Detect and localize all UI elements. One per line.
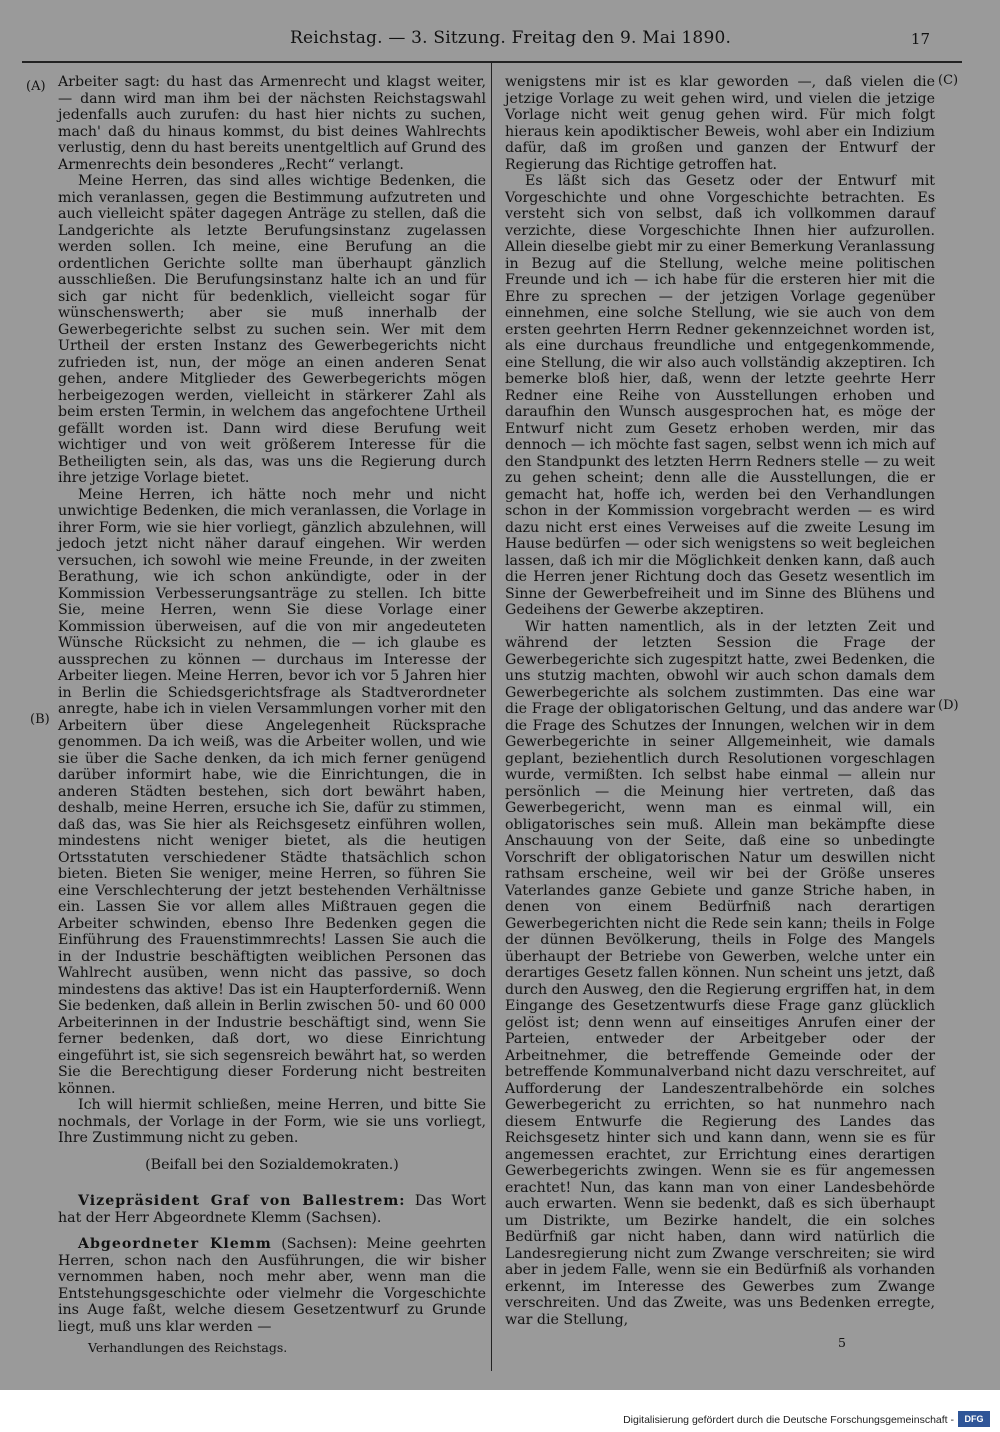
left-paragraph-5 [58,1193,486,1226]
right-column [505,74,935,1328]
credit-text: Digitalisierung gefördert durch die Deutsche Forschungsgemeinschaft - [623,1414,954,1426]
left-paragraph-6 [58,1236,486,1335]
right-paragraph-1: wenigstens mir ist es klar geworden —, daß vielen die jetzige Vorlage zu weit gehen wird, und vielen die jetzige Vorlage nicht weit genug gehen wird. Für mich folgt hieraus kein apodiktischer Beweis, wohl aber ein Indizium dafür, daß im großen und ganzen der Entwurf der Regierung das Richtige getroffen hat. [505,74,935,173]
speaker-klemm: Abgeordneter Klemm [78,1236,272,1252]
right-paragraph-3: Wir hatten namentlich, als in der letzten Zeit und während der letzten Session die Frage der Gewerbegerichte sich zugespitzt hatte, zwei Bedenken, die uns stutzig machten, obwohl wir auch schon damals dem Gewerbegerichte als solchem zustimmten. Das eine war die Frage der obligatorischen Geltung, und das andere war die Frage des Schutzes der Innungen, welchen wir in dem Gewerbegerichte in seiner Allgemeinheit, wie damals geplant, beziehentlich durch Resolutionen vorgeschlagen wurde, vermißten. Ich selbst habe einmal — allein nur persönlich — die Meinung hier vertreten, daß das Gewerbegericht, wenn man es einmal will, ein obligatorisches sein muß. Allein man bekämpfte diese Anschauung von der Seite, daß eine so unbedingte Vorschrift der obligatorischen Natur um deswillen nicht rathsam erscheine, weil wir bei der Größe unseres Vaterlandes ganze Gebiete und ganze Striche haben, in denen von einem Bedürfniß nach derartigen Gewerbegerichten nicht die Rede sein kann; theils in Folge der dünnen Bevölkerung, theils in Folge des Mangels überhaupt der Betriebe von Gewerben, welche unter ein derartiges Gesetz fallen können. Nun scheint uns jetzt, daß durch den Ausweg, den die Regierung ergriffen hat, in dem Eingange des Gesetzentwurfs diese Frage ganz glücklich gelöst ist; denn wenn auf einseitiges Anrufen einer der Parteien, entweder der Arbeitgeber oder der Arbeitnehmer, die betreffende Gemeinde oder der betreffende Kommunalverband nicht dazu verschreitet, auf Aufforderung der Landeszentralbehörde ein solches Gewerbegericht zu errichten, so hat nunmehro nach diesem Entwurfe die Regierung des Landes das Reichsgesetz hinter sich und kann dann, wenn sie es für angemessen erachtet, zur Errichtung eines derartigen Gewerbegerichts zwingen. Wenn sie es für angemessen erachtet! Nun, das kann man von einer Landesbehörde auch erwarten. Wenn sie bedenkt, daß es sich überhaupt um Distrikte, um Bezirke handelt, die ein solches Bedürfniß gar nicht haben, dann wird natürlich die Landesregierung nicht zum Zwange verschreiten; sie wird aber in jedem Falle, wenn sie ein Bedürfniß als vorhanden erkennt, im Interesse des Gewerbes zum Zwange verschreiten. Und das Zweite, was uns Bedenken erregte, war die Stellung, [505,618,935,1328]
footer-signature: 5 [838,1335,846,1350]
margin-mark-b: (B) [30,712,50,727]
left-column [58,74,486,1335]
left-paragraph-3: Meine Herren, ich hätte noch mehr und nicht unwichtige Bedenken, die mich veranlassen, die Vorlage in ihrer Form, wie sie hier vorliegt, gänzlich abzulehnen, will jedoch jetzt nicht näher darauf eingehen. Wir werden versuchen, ich sowohl wie meine Freunde, in der zweiten Berathung, wie ich schon ankündigte, oder in der Kommission Verbesserungsanträge zu stellen. Ich bitte Sie, meine Herren, wenn Sie diese Vorlage einer Kommission überweisen, auf die von mir angedeuteten Wünsche Rücksicht zu nehmen, die — ich glaube es aussprechen zu können — durchaus im Interesse der Arbeiter liegen. Meine Herren, bevor ich vor 5 Jahren hier in Berlin die Schiedsgerichtsfrage als Stadtverordneter anregte, habe ich in vielen Versammlungen vorher mit den Arbeitern über diese Angelegenheit Rücksprache genommen. Da ich weiß, was die Arbeiter wollen, und wie sie über die Sache denken, da ich mich ferner genügend darüber informirt habe, wie die Einrichtungen, die in anderen Städten bestehen, sich dort bewährt haben, deshalb, meine Herren, ersuche ich Sie, dafür zu stimmen, daß das, was Sie hier als Reichsgesetz einführen wollen, mindestens nicht weniger bietet, als die heutigen Ortsstatuten verschiedener Städte thatsächlich schon bieten. Bieten Sie weniger, meine Herren, so führen Sie eine Verschlechterung der jetzt bestehenden Verhältnisse ein. Lassen Sie vor allem alles Mißtrauen gegen die Arbeiter schwinden, ebenso Ihre Bedenken gegen die Einführung des Frauenstimmrechts! Lassen Sie auch die in der Industrie beschäftigten weiblichen Personen das Wahlrecht ausüben, wenn nicht das passive, so doch mindestens das aktive! Das ist ein Haupterforderniß. Wenn Sie bedenken, daß allein in Berlin zwischen 50- und 60 000 Arbeiterinnen in der Industrie beschäftigt sind, wenn Sie ferner bedenken, daß dort, wo diese Einrichtung eingeführt ist, sie sich segensreich bewährt hat, so werden Sie die Berechtigung dieser Forderung nicht bestreiten können. [58,486,486,1097]
footer-publication: Verhandlungen des Reichstags. [88,1340,288,1355]
column-divider [491,63,492,1371]
spacer [58,1226,486,1236]
margin-mark-c: (C) [938,73,959,88]
header-rule [22,61,962,63]
speaker-vizepraesident: Vizepräsident Graf von Ballestrem: [78,1193,406,1209]
left-paragraph-2: Meine Herren, das sind alles wichtige Bedenken, die mich veranlassen, gegen die Bestimmung aufzutreten und auch vielleicht später dagegen Anträge zu stellen, daß die Landgerichte als letzte Berufungsinstanz zugelassen werden sollen. Ich meine, eine Berufung an die ordentlichen Gerichte sollte man überhaupt gänzlich ausschließen. Die Berufungsinstanz halte ich an und für sich gar nicht für bedenklich, vielleicht sogar für wünschenswerth; aber sie muß innerhalb der Gewerbegerichte selbst zu suchen sein. Wer mit dem Urtheil der ersten Instanz des Gewerbegerichts nicht zufrieden ist, nun, der möge an einen anderen Senat gehen, andere Mitglieder des Gewerbegerichts mögen herbeigezogen werden, vielleicht in stärkerer Zahl als beim ersten Termin, in welchem das angefochtene Urtheil gefällt worden ist. Dann wird diese Berufung weit wichtiger und von weit größerem Interesse für die Betheiligten sein, als das, was uns die Regierung durch ihre jetzige Vorlage bietet. [58,173,486,486]
speaker-5-text: Das Wort hat der Herr Abgeordnete Klemm (Sachsen). [58,1193,486,1226]
applause-note: (Beifall bei den Sozialdemokraten.) [145,1156,399,1173]
page-number: 17 [910,30,930,48]
running-header: Reichstag. — 3. Sitzung. Freitag den 9. Mai 1890. [290,28,732,48]
speaker-6-text: (Sachsen): Meine geehrten Herren, schon nach den Ausführungen, die wir bisher vernommen haben, noch mehr aber, wenn man die Entstehungsgeschichte oder vielmehr die Vorgeschichte ins Auge faßt, welche diesem Gesetzentwurf zu Grunde liegt, muß uns klar werden — [58,1236,487,1335]
dfg-logo: DFG [958,1411,990,1427]
left-paragraph-4: Ich will hiermit schließen, meine Herren, und bitte Sie nochmals, der Vorlage in der Form, wie sie uns vorliegt, Ihre Zustimmung nicht zu geben. [58,1097,486,1146]
right-paragraph-2: Es läßt sich das Gesetz oder der Entwurf mit Vorgeschichte und ohne Vorgeschichte betrachten. Es versteht sich von selbst, daß ich vollkommen darauf verzichte, diese Vorgeschichte Ihnen hier aufzurollen. Allein dieselbe giebt mir zu einer Bemerkung Veranlassung in Bezug auf die Stellung, welche meine politischen Freunde und ich — ich habe für die ersteren hier mit die Ehre zu sprechen — der jetzigen Vorlage gegenüber einnehmen, eine solche Stellung, wie sie auch von dem ersten geehrten Herrn Redner gekennzeichnet worden ist, als eine durchaus freundliche und entgegenkommende, eine Stellung, die wir also auch vollständig akzeptiren. Ich bemerke bloß hier, daß, wenn der letzte geehrte Herr Redner eine Reihe von Ausstellungen erhoben und daraufhin den Wunsch ausgesprochen hat, es möge der Entwurf nicht zum Gesetz erhoben werden, mir das dennoch — ich möchte fast sagen, selbst wenn ich mich auf den Standpunkt des letzten Herrn Redners stelle — zu weit zu gehen scheint; denn alle die Ausstellungen, die er gemacht hat, hoffe ich, werden bei den Verhandlungen schon in der Kommission vorgebracht werden — es wird dazu nicht erst eines Verweises auf die zweite Lesung im Hause bedürfen — oder sich wenigstens so weit begleichen lassen, daß ich mir die Möglichkeit denken kann, daß auch die Herren jener Richtung doch das Gesetz wesentlich im Sinne der Gewerbefreiheit und im Sinne des Blühens und Gedeihens der Gewerbe akzeptiren. [505,173,935,618]
spacer [58,1183,486,1193]
margin-mark-a: (A) [26,79,46,94]
left-paragraph-1: Arbeiter sagt: du hast das Armenrecht und klagst weiter, — dann wird man ihm bei der nächsten Reichstagswahl jedenfalls auch zurufen: du hast hier nichts zu suchen, mach' daß du hinaus kommst, du bist deines Wahlrechts verlustig, denn du hast bereits unentgeltlich auf Grund des Armenrechts dein besonderes „Recht“ verlangt. [58,74,486,173]
margin-mark-d: (D) [938,698,959,713]
